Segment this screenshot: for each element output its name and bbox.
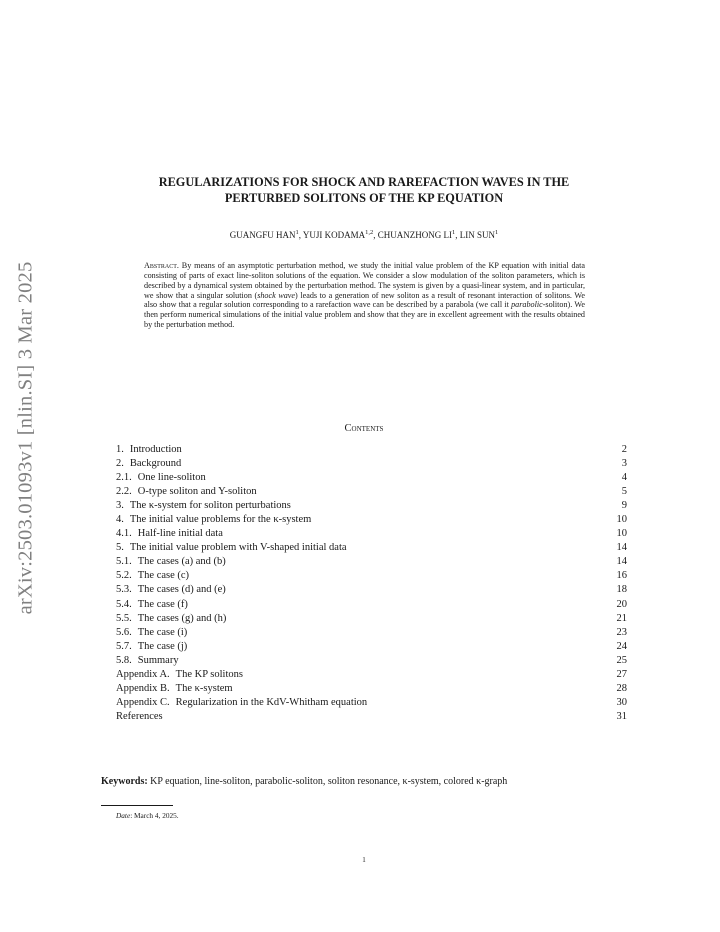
toc-entry-label <box>116 555 226 569</box>
toc-section-title: The κ-system <box>175 682 233 694</box>
toc-entry-label <box>116 457 181 471</box>
toc-entry[interactable] <box>116 499 627 513</box>
toc-entry-label <box>116 682 233 696</box>
toc-section-number: 5.5. <box>116 612 132 624</box>
author-name: LIN SUN <box>459 230 496 240</box>
toc-section-title: Background <box>129 458 182 470</box>
toc-section-number: Appendix A. <box>116 668 170 680</box>
toc-section-number: 3. <box>116 500 124 512</box>
footnote-rule <box>101 805 173 806</box>
toc-entry-label <box>116 443 182 457</box>
toc-entry-label <box>116 499 291 513</box>
toc-page-number: 9 <box>621 500 627 512</box>
toc-entry[interactable] <box>116 583 627 597</box>
toc-entry-label <box>116 626 187 640</box>
toc-section-title: The case (f) <box>137 598 188 610</box>
toc-section-title: Introduction <box>129 444 182 455</box>
toc-section-number: 5.4. <box>116 598 132 610</box>
toc-entry[interactable] <box>116 443 627 457</box>
toc-page-number: 28 <box>616 682 627 694</box>
toc-entry[interactable] <box>116 696 627 710</box>
toc-entry-label <box>116 696 367 710</box>
author-list: GUANGFU HAN$^1$, YUJI KODAMA$^{1,2}$, CHUANZHONG $LI^1$, LIN SUN$^1$ <box>229 229 499 240</box>
toc-entry[interactable] <box>116 682 627 696</box>
arxiv-stamp <box>6 234 46 642</box>
author-affiliation: 1 <box>495 229 499 236</box>
author-affiliation: 1 <box>295 229 299 236</box>
toc-page-number: 16 <box>616 570 627 582</box>
toc-section-number: 5.8. <box>116 654 132 666</box>
toc-section-number: Appendix B. <box>116 682 170 694</box>
toc-entry-label <box>116 569 189 583</box>
toc-section-number: 5. <box>116 542 124 554</box>
toc-section-number: 2.1. <box>116 472 132 484</box>
toc-section-title: The case (c) <box>137 570 190 582</box>
toc-entry-label <box>116 598 188 612</box>
toc-section-title: The case (j) <box>137 640 188 652</box>
toc-section-number: 5.7. <box>116 640 132 652</box>
toc-section-title: Summary <box>137 654 179 666</box>
arxiv-id: arXiv:2503.01093v1 [nlin.SI] 3 Mar 2025 <box>14 261 37 615</box>
toc-section-number: 1. <box>116 444 124 455</box>
toc-entry[interactable] <box>116 485 627 499</box>
author-affiliation: 1,2 <box>365 229 374 236</box>
toc-section-number: 2. <box>116 458 124 470</box>
keywords-label: Keywords: <box>101 776 148 787</box>
toc-entry[interactable] <box>116 612 627 626</box>
toc-section-number: Appendix C. <box>116 696 170 708</box>
toc-page-number: 14 <box>616 542 627 554</box>
toc-section-number: 5.3. <box>116 584 132 596</box>
toc-section-title: The initial value problem with V-shaped initial data <box>129 542 347 554</box>
toc-page-number: 18 <box>616 584 627 596</box>
keywords <box>101 776 507 787</box>
toc-page-number: 27 <box>616 668 627 680</box>
toc-section-title: One line-soliton <box>137 472 206 484</box>
toc-page-number: 10 <box>616 528 627 540</box>
toc-page-number: 4 <box>621 472 627 484</box>
toc-entry[interactable] <box>116 710 627 724</box>
toc-entry[interactable] <box>116 569 627 583</box>
toc-section-number: 5.2. <box>116 570 132 582</box>
date-label: Date <box>116 811 131 820</box>
toc-section-number: 2.2. <box>116 486 132 498</box>
author-name: CHUANZHONG LI <box>377 230 453 240</box>
toc-section-title: O-type soliton and Y-soliton <box>137 486 257 498</box>
toc-page-number: 2 <box>621 444 627 455</box>
toc-entry-label <box>116 471 206 485</box>
abstract-text: By means of an asymptotic perturbation method, we study the initial value problem of the KP equation with initial data consisting of parts of exact line-soliton solutions of the equation. We consider a slow modulation of the soliton parameters, which is described by a dynamical system obtained by the perturbation method. The system is given by a quasi-linear system, and in particular, we show that a singular solution ( <box>144 261 586 300</box>
toc-entry-label <box>116 513 311 527</box>
toc-section-number: 4. <box>116 514 124 526</box>
abstract <box>144 261 585 330</box>
toc-page-number: 20 <box>616 598 627 610</box>
keywords-text: KP equation, line-soliton, parabolic-soliton, soliton resonance, κ-system, colored κ-graph <box>150 776 508 787</box>
toc-section-number: 5.1. <box>116 556 132 568</box>
toc-entry[interactable] <box>116 668 627 682</box>
toc-page-number: 30 <box>616 696 627 708</box>
toc-entry-label <box>116 612 226 626</box>
toc-section-title: The κ-system for soliton perturbations <box>129 500 291 512</box>
title-line-2: PERTURBED SOLITONS OF THE KP EQUATION <box>224 190 504 205</box>
toc-page-number: 5 <box>621 486 627 498</box>
toc-page-number: 10 <box>616 514 627 526</box>
toc-entry[interactable] <box>116 654 627 668</box>
toc-page-number: 24 <box>616 640 627 652</box>
page-number: 1 <box>362 856 366 864</box>
toc-section-title: The cases (d) and (e) <box>137 584 226 596</box>
abstract-emphasis: shock wave <box>257 290 296 300</box>
toc-section-title: The initial value problems for the κ-system <box>129 514 312 526</box>
author-name: GUANGFU HAN <box>229 230 296 240</box>
toc-entry-label <box>116 527 223 541</box>
toc-entry[interactable] <box>116 513 627 527</box>
toc-page-number: 31 <box>616 710 627 722</box>
toc-section-title: Half-line initial data <box>137 528 223 540</box>
toc-entry[interactable] <box>116 555 627 569</box>
toc-entry-label <box>116 668 243 682</box>
toc-section-title: The cases (a) and (b) <box>137 556 226 568</box>
toc-entry[interactable] <box>116 640 627 654</box>
toc-entry[interactable] <box>116 626 627 640</box>
toc-page-number: 23 <box>616 626 627 638</box>
abstract-label: Abstract. <box>144 261 179 270</box>
toc-page-number: 21 <box>616 612 627 624</box>
contents-heading: Contents <box>344 423 384 434</box>
toc-section-title: Regularization in the KdV-Whitham equation <box>175 696 368 708</box>
toc-section-title: References <box>116 710 163 722</box>
toc-section-number: 4.1. <box>116 528 132 540</box>
toc-entry[interactable] <box>116 527 627 541</box>
toc-entry[interactable] <box>116 541 627 555</box>
toc-section-title: The case (i) <box>137 626 188 638</box>
toc-entry-label <box>116 640 187 654</box>
toc-entry-label <box>116 485 257 499</box>
abstract-text: -soliton). We then perform numerical simulations of the initial value problem and show that they are in excellent agreement with the results obtained by the perturbation method. <box>144 300 585 330</box>
toc-entry-label <box>116 710 163 724</box>
toc-entry-label <box>116 541 347 555</box>
author-name: YUJI KODAMA <box>302 230 366 240</box>
paper-title <box>100 175 628 206</box>
abstract-text: ) leads to a generation of new soliton as a result of resonant interaction of solitons. We also show that a regular solution corresponding to a rarefaction wave can be described by a parabola (we call it <box>144 290 586 310</box>
toc-entry-label <box>116 654 179 668</box>
abstract-emphasis: parabolic <box>511 300 543 310</box>
title-line-1: REGULARIZATIONS FOR SHOCK AND RAREFACTION WAVES IN THE <box>158 175 570 189</box>
toc-section-title: The KP solitons <box>175 668 243 680</box>
toc-section-number: 5.6. <box>116 626 132 638</box>
author-affiliation: 1 <box>452 229 456 236</box>
toc-entry[interactable] <box>116 471 627 485</box>
toc-page-number: 25 <box>616 654 627 666</box>
toc-entry-label <box>116 583 226 597</box>
toc-entry[interactable] <box>116 457 627 471</box>
date-footnote <box>116 811 179 820</box>
date-value: : March 4, 2025. <box>130 811 179 820</box>
toc-page-number: 14 <box>616 556 627 568</box>
toc-entry[interactable] <box>116 598 627 612</box>
table-of-contents <box>116 443 627 724</box>
toc-page-number: 3 <box>621 458 627 470</box>
toc-section-title: The cases (g) and (h) <box>137 612 227 624</box>
